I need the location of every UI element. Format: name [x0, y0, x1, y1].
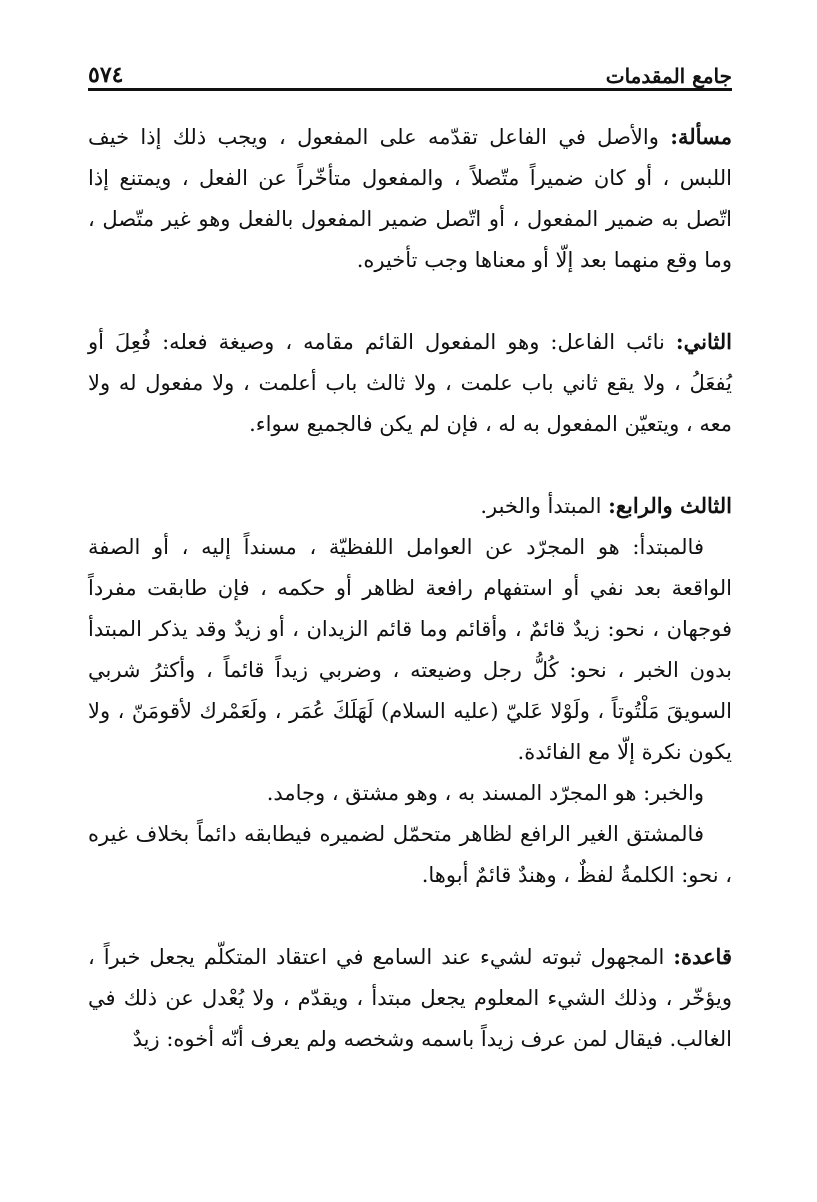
paragraph-masala	[88, 116, 732, 281]
paragraph-text: نائب الفاعل: وهو المفعول القائم مقامه ، وصيغة فعله: فُعِلَ أو يُفعَلُ ، ولا يقع ثاني باب علمت ، ولا ثالث باب أعلمت ، ولا مفعول له ولا معه ، ويتعيّن المفعول به له ، فإن لم يكن فالجميع سواء.	[88, 330, 732, 436]
paragraph-lead: الثاني:	[675, 329, 732, 354]
paragraph-mubtada	[88, 527, 732, 773]
paragraph-mushtaq	[88, 814, 732, 896]
paragraph-qaida	[88, 936, 732, 1060]
page-body	[88, 116, 732, 1060]
page-number: ٥٧٤	[88, 62, 124, 88]
page-header	[88, 44, 732, 88]
paragraph-mubtada-heading	[88, 485, 732, 527]
paragraph-text: والأصل في الفاعل تقدّمه على المفعول ، ويجب ذلك إذا خيف اللبس ، أو كان ضميراً متّصلاً ، والمفعول متأخّراً عن الفعل ، ويمتنع إذا اتّصل به ضمير المفعول ، أو اتّصل ضمير المفعول بالفعل وهو غير متّصل ، وما وقع منهما بعد إلّا أو معناها وجب تأخيره.	[88, 125, 732, 272]
running-title: جامع المقدمات	[605, 64, 732, 88]
paragraph-lead: قاعدة:	[673, 944, 732, 969]
paragraph-text: والخبر: هو المجرّد المسند به ، وهو مشتق ، وجامد.	[266, 781, 704, 805]
paragraph-naib-fail	[88, 321, 732, 445]
paragraph-text: المبتدأ والخبر.	[480, 494, 609, 518]
paragraph-khabar	[88, 773, 732, 814]
paragraph-text: فالمبتدأ: هو المجرّد عن العوامل اللفظيّة ، مسنداً إليه ، أو الصفة الواقعة بعد نفي أو استفهام رافعة لظاهر أو حكمه ، فإن طابقت مفرداً فوجهان ، نحو: زيدٌ قائمٌ ، وأقائم وما قائم الزيدان ، أو زيدٌ وقد يذكر المبتدأ بدون الخبر ، نحو: كُلُّ رجل وضيعته ، وضربي زيداً قائماً ، وأكثرُ شربي السويقَ مَلْتُوتاً ، ولَوْلا عَليّ (عليه السلام) لَهَلَكَ عُمَر ، ولَعَمْرك لأقومَنّ ، ولا يكون نكرة إلّا مع الفائدة.	[88, 535, 732, 764]
paragraph-text: المجهول ثبوته لشيء عند السامع في اعتقاد المتكلّم يجعل خبراً ، ويؤخّر ، وذلك الشيء المعلوم يجعل مبتدأ ، ويقدّم ، ولا يُعْدل عن ذلك في الغالب. فيقال لمن عرف زيداً باسمه وشخصه ولم يعرف أنّه أخوه: زيدٌ	[88, 945, 732, 1051]
paragraph-text: فالمشتق الغير الرافع لظاهر متحمّل لضميره فيطابقه دائماً بخلاف غيره ، نحو: الكلمةُ لفظٌ ، وهندٌ قائمٌ أبوها.	[88, 822, 732, 887]
paragraph-lead: مسألة:	[670, 124, 732, 149]
header-rule	[88, 88, 732, 91]
paragraph-lead: الثالث والرابع:	[608, 493, 732, 518]
